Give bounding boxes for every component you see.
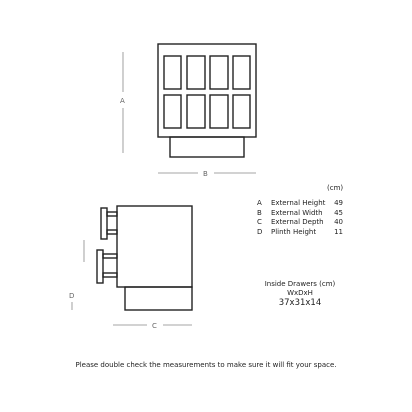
side-view-handle-lower	[97, 250, 103, 283]
front-drawer-1	[164, 56, 181, 89]
table-row	[257, 228, 343, 238]
front-drawer-6	[187, 95, 205, 128]
row-key: B	[257, 208, 262, 217]
measurement-disclaimer: Please double check the measurements to make sure it will fit your space.	[75, 361, 337, 369]
row-value: 45	[334, 208, 343, 217]
side-view-cabinet-body	[117, 206, 192, 287]
row-value: 40	[334, 218, 343, 226]
row-key: A	[257, 199, 262, 207]
inside-drawers-block	[262, 280, 338, 309]
front-view-plinth	[170, 137, 244, 157]
row-value: 11	[334, 227, 343, 236]
handle-lower-arm-bottom	[103, 273, 117, 277]
row-label: Plinth Height	[271, 227, 317, 236]
row-label: External Width	[271, 208, 323, 217]
inside-drawers-title: Inside Drawers (cm)	[264, 280, 336, 288]
dimension-b-label: B	[203, 170, 208, 178]
dimension-d-label: D	[69, 292, 75, 300]
side-view-plinth	[125, 287, 192, 310]
front-drawer-7	[210, 95, 228, 128]
table-row	[257, 199, 343, 209]
handle-lower-arm-top	[103, 254, 117, 258]
row-key: C	[257, 218, 262, 226]
front-view-cabinet-body	[158, 44, 256, 137]
row-value: 49	[334, 199, 343, 207]
inside-drawers-value: 37x31x14	[278, 298, 322, 308]
row-key: D	[257, 227, 263, 236]
handle-upper-arm-bottom	[107, 230, 117, 234]
dimension-c-label: C	[152, 322, 157, 330]
dimension-a-label: A	[120, 97, 125, 105]
table-row	[257, 218, 343, 228]
row-label: External Height	[271, 199, 326, 207]
handle-upper-arm-top	[107, 212, 117, 216]
side-view-handle-upper	[101, 208, 107, 239]
front-drawer-8	[233, 95, 250, 128]
front-drawer-5	[164, 95, 181, 128]
unit-label: (cm)	[327, 184, 344, 192]
inside-drawers-axes: WxDxH	[287, 289, 313, 297]
front-drawer-3	[210, 56, 228, 89]
dimensions-table	[257, 199, 343, 237]
front-drawer-2	[187, 56, 205, 89]
row-label: External Depth	[271, 218, 324, 226]
front-drawer-4	[233, 56, 250, 89]
table-row	[257, 209, 343, 219]
